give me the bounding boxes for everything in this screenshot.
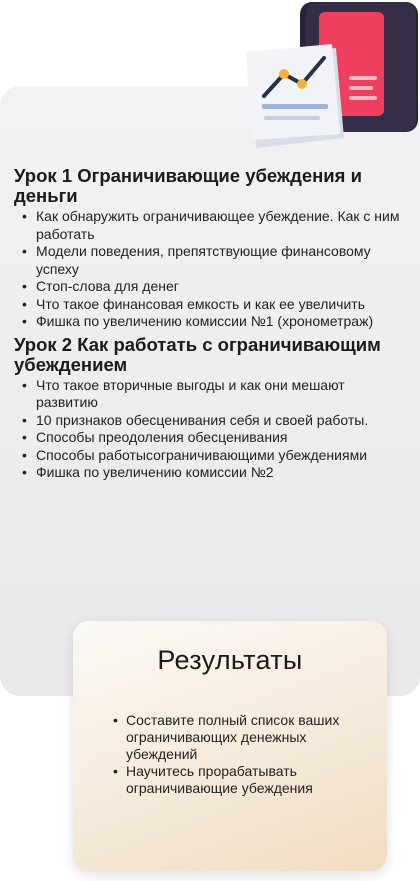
list-item: • Способы работысограничивающими убеждениями (22, 447, 409, 465)
lesson-2-title: Урок 2 Как работать с ограничивающим убеждением (14, 333, 381, 375)
lesson-2-list (14, 377, 409, 482)
list-item: • Что такое вторичные выгоды и как они мешают развитию (22, 377, 409, 412)
results-list (113, 712, 353, 797)
list-item: • Составите полный список ваших ограничивающих денежных убеждений (113, 712, 353, 763)
tablet-chart-icon (236, 0, 420, 152)
list-item: • Что такое финансовая емкость и как ее увеличить (22, 296, 409, 314)
list-item: • 10 признаков обесценивания себя и своей работы. (22, 412, 409, 430)
lesson-1-title: Урок 1 Ограничивающие убеждения и деньги (14, 165, 362, 206)
results-card (73, 621, 387, 871)
list-item: • Модели поведения, препятствующие финансовому успеху (22, 243, 409, 278)
list-item: • Как обнаружить ограничивающее убеждение. Как с ним работать (22, 208, 409, 243)
list-item: • Фишка по увеличению комиссии №2 (22, 464, 409, 482)
lessons-content (14, 166, 409, 486)
list-item: • Способы преодоления обесценивания (22, 429, 409, 447)
lesson-1-list (14, 208, 409, 331)
results-title: Результаты (157, 645, 303, 675)
list-item: • Научитесь прорабатывать ограничивающие убеждения (113, 763, 353, 797)
list-item: • Фишка по увеличению комиссии №1 (хронометраж) (22, 313, 409, 331)
list-item: • Стоп-слова для денег (22, 278, 409, 296)
